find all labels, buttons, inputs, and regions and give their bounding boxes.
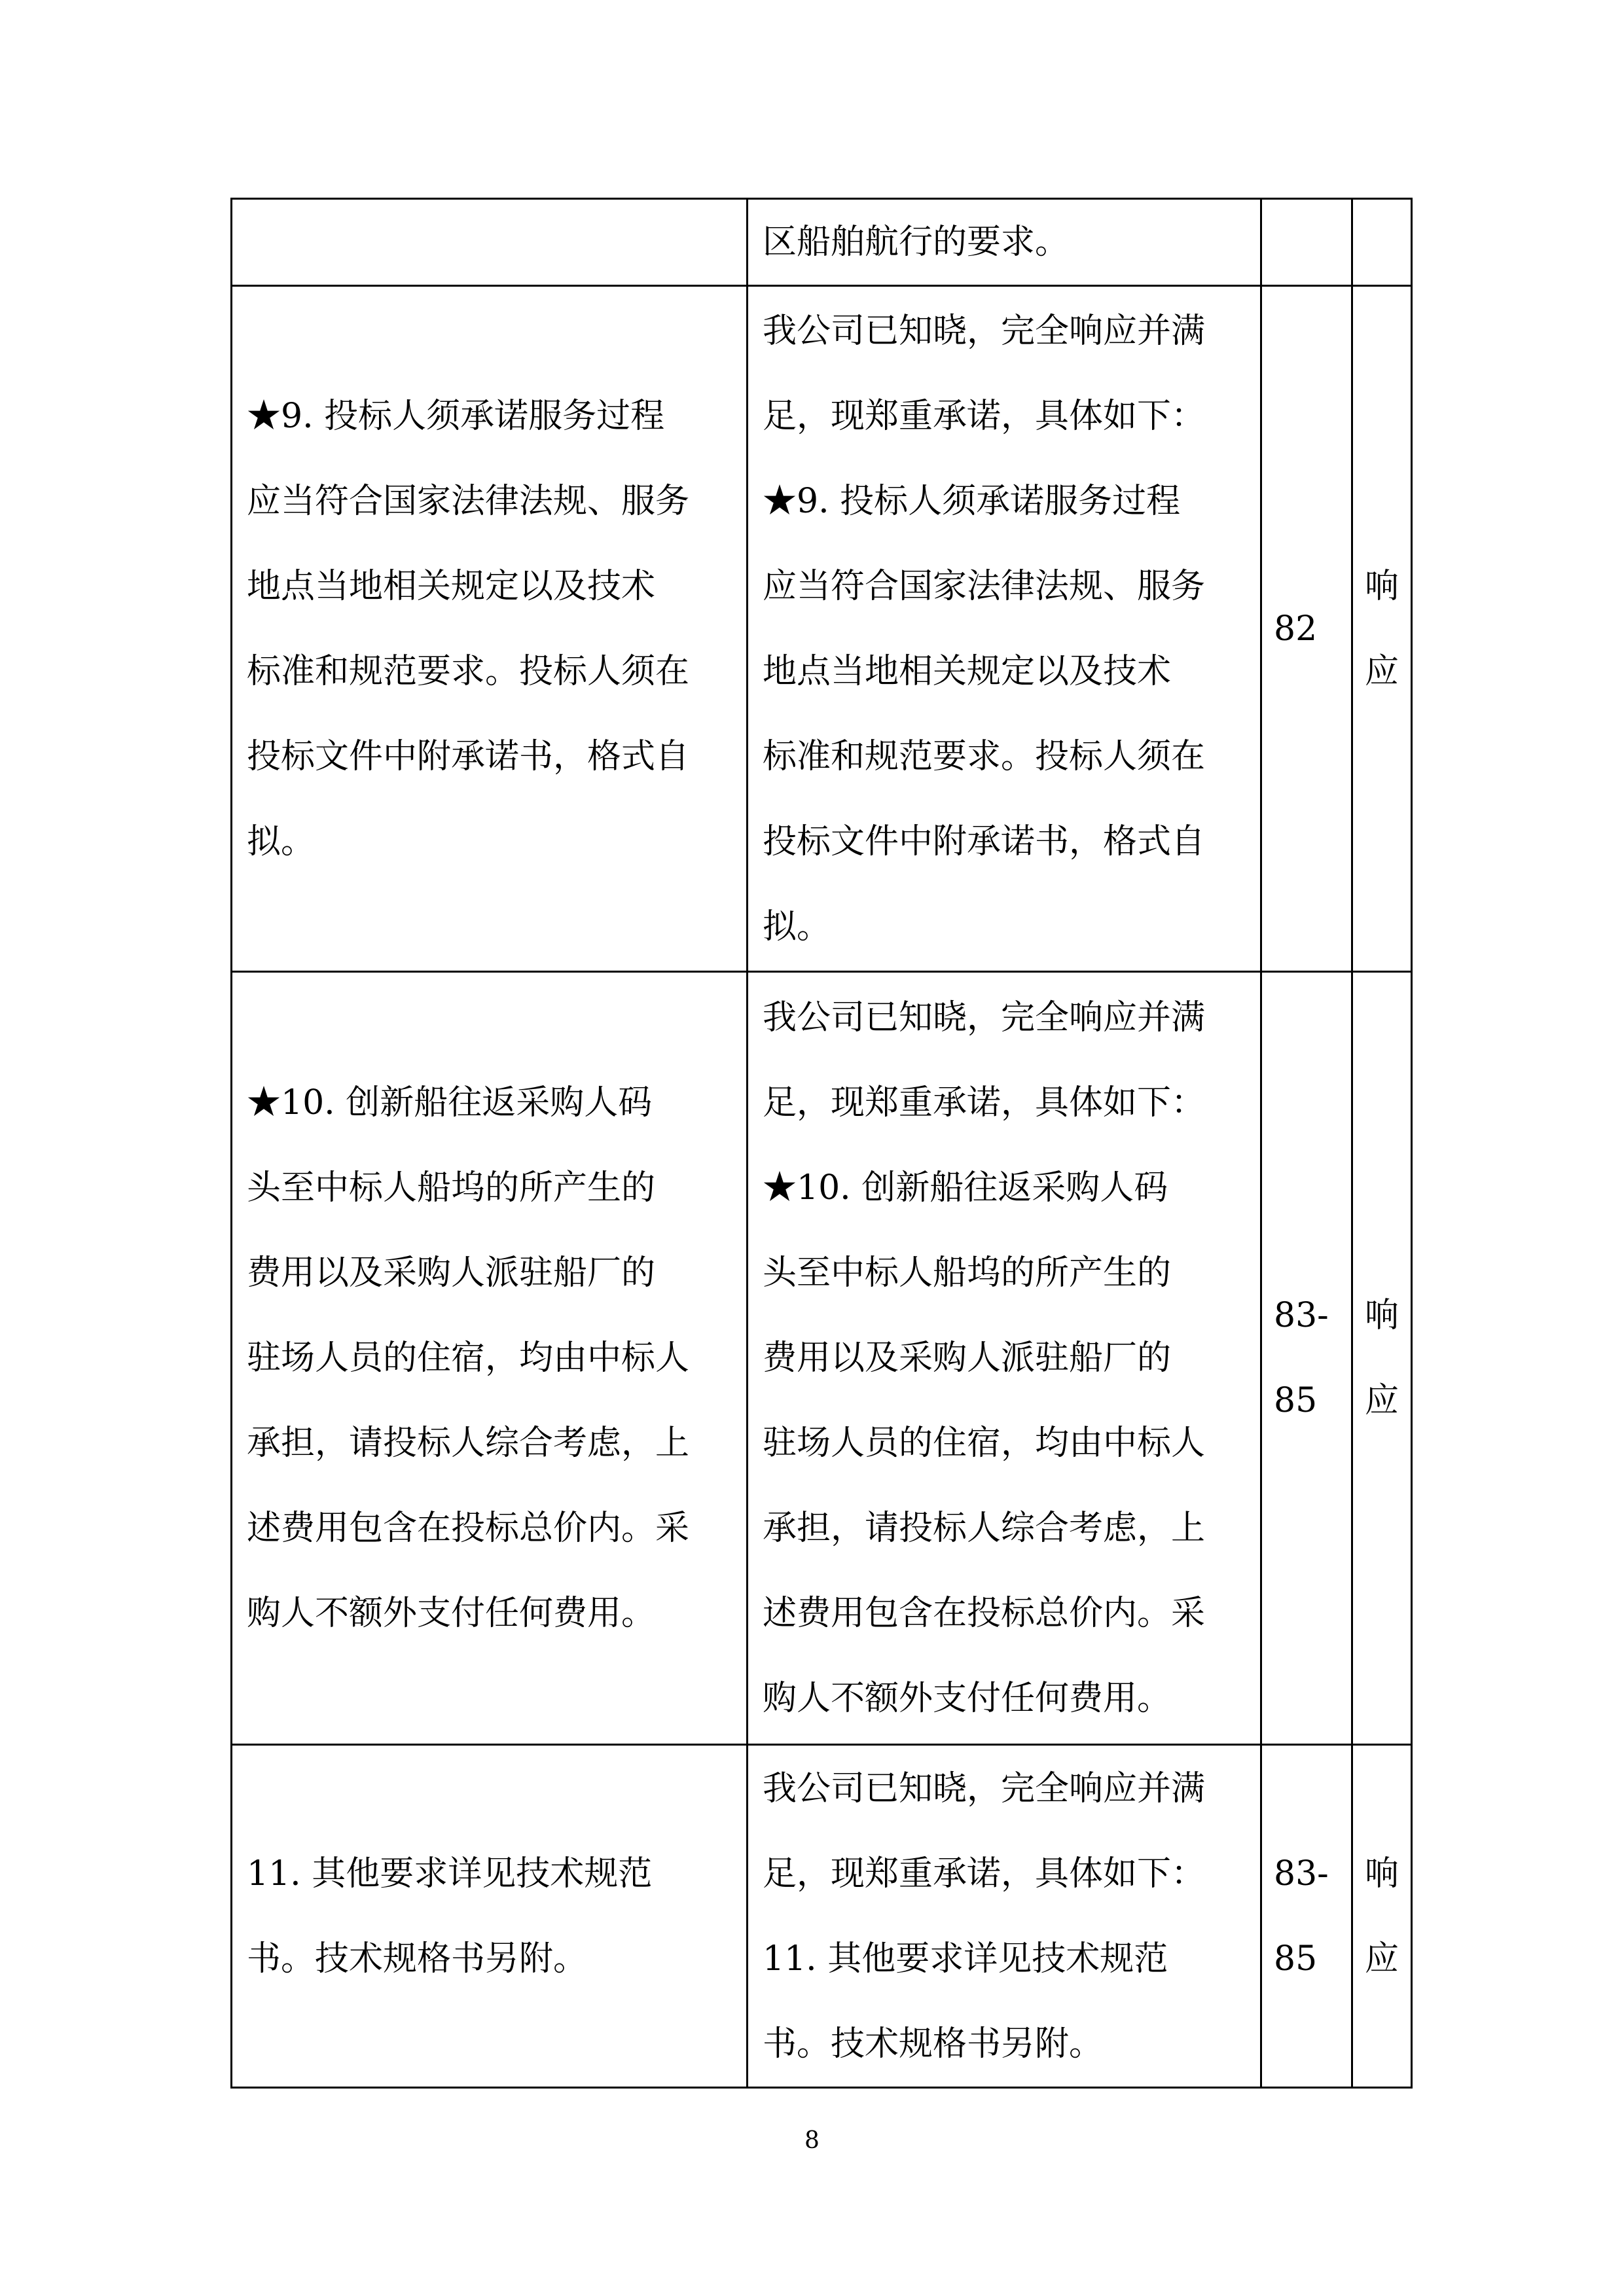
cell-line: 应当符合国家法律法规、服务 xyxy=(763,566,1206,606)
table-row xyxy=(232,972,1412,1745)
page-cell xyxy=(1261,1745,1352,2088)
cell-line: 述费用包含在投标总价内。采 xyxy=(247,1509,690,1548)
cell-line: 书。技术规格书另附。 xyxy=(763,2024,1104,2064)
requirement-cell xyxy=(232,199,748,286)
cell-line: 地点当地相关规定以及技术 xyxy=(247,566,656,606)
cell-line: 承担，请投标人综合考虑，上 xyxy=(763,1509,1206,1548)
cell-line: 头至中标人船坞的所产生的 xyxy=(763,1253,1172,1293)
cell-line: 购人不额外支付任何费用。 xyxy=(247,1594,656,1633)
cell-line: 述费用包含在投标总价内。采 xyxy=(763,1594,1206,1633)
page-cell xyxy=(1261,199,1352,286)
cell-line: 承担，请投标人综合考虑，上 xyxy=(247,1424,690,1463)
status-text: 响应 xyxy=(1365,1854,1399,1979)
cell-line: 11. 其他要求详见技术规范 xyxy=(763,1939,1168,1979)
cell-line: 应当符合国家法律法规、服务 xyxy=(247,481,690,521)
requirement-cell xyxy=(232,286,748,972)
response-cell xyxy=(748,972,1261,1745)
response-cell xyxy=(748,1745,1261,2088)
cell-line: 我公司已知晓，完全响应并满 xyxy=(763,1768,1206,1808)
table-row xyxy=(232,199,1412,286)
cell-line: 11. 其他要求详见技术规范 xyxy=(247,1854,653,1893)
page-ref: 83-85 xyxy=(1274,1296,1329,1420)
cell-line: 费用以及采购人派驻船厂的 xyxy=(763,1338,1172,1378)
cell-line: ★9. 投标人须承诺服务过程 xyxy=(763,481,1181,521)
cell-line: 拟。 xyxy=(763,906,831,946)
cell-line: 地点当地相关规定以及技术 xyxy=(763,651,1172,691)
page-ref: 83-85 xyxy=(1274,1854,1329,1979)
status-cell xyxy=(1352,199,1412,286)
cell-line: 区船舶航行的要求。 xyxy=(763,223,1070,262)
status-text: 响应 xyxy=(1365,566,1399,691)
requirement-cell xyxy=(232,1745,748,2088)
cell-line: 投标文件中附承诺书，格式自 xyxy=(247,736,690,776)
cell-line: ★10. 创新船往返采购人码 xyxy=(763,1168,1168,1208)
cell-line: 驻场人员的住宿，均由中标人 xyxy=(763,1424,1206,1463)
response-table xyxy=(230,198,1413,2089)
cell-line: 标准和规范要求。投标人须在 xyxy=(763,736,1206,776)
cell-line: 我公司已知晓，完全响应并满 xyxy=(763,998,1206,1037)
page-cell xyxy=(1261,286,1352,972)
status-cell xyxy=(1352,1745,1412,2088)
cell-line: 费用以及采购人派驻船厂的 xyxy=(247,1253,656,1293)
cell-line: 购人不额外支付任何费用。 xyxy=(763,1679,1172,1718)
requirement-cell xyxy=(232,972,748,1745)
cell-line: ★9. 投标人须承诺服务过程 xyxy=(247,396,665,436)
cell-line: 头至中标人船坞的所产生的 xyxy=(247,1168,656,1208)
page-ref: 82 xyxy=(1274,609,1318,649)
status-cell xyxy=(1352,972,1412,1745)
response-cell xyxy=(748,199,1261,286)
table-row xyxy=(232,1745,1412,2088)
page-cell xyxy=(1261,972,1352,1745)
cell-line: 足，现郑重承诺，具体如下： xyxy=(763,1854,1206,1893)
cell-line: 书。技术规格书另附。 xyxy=(247,1939,588,1979)
cell-line: 驻场人员的住宿，均由中标人 xyxy=(247,1338,690,1378)
table-row xyxy=(232,286,1412,972)
page-number: 8 xyxy=(804,2127,820,2154)
cell-line: 足，现郑重承诺，具体如下： xyxy=(763,396,1206,436)
cell-line: ★10. 创新船往返采购人码 xyxy=(247,1083,653,1122)
response-cell xyxy=(748,286,1261,972)
cell-line: 标准和规范要求。投标人须在 xyxy=(247,651,690,691)
cell-line: 我公司已知晓，完全响应并满 xyxy=(763,311,1206,351)
cell-line: 足，现郑重承诺，具体如下： xyxy=(763,1083,1206,1122)
cell-line: 拟。 xyxy=(247,821,316,861)
cell-line: 投标文件中附承诺书，格式自 xyxy=(763,821,1206,861)
status-cell xyxy=(1352,286,1412,972)
status-text: 响应 xyxy=(1365,1296,1399,1420)
